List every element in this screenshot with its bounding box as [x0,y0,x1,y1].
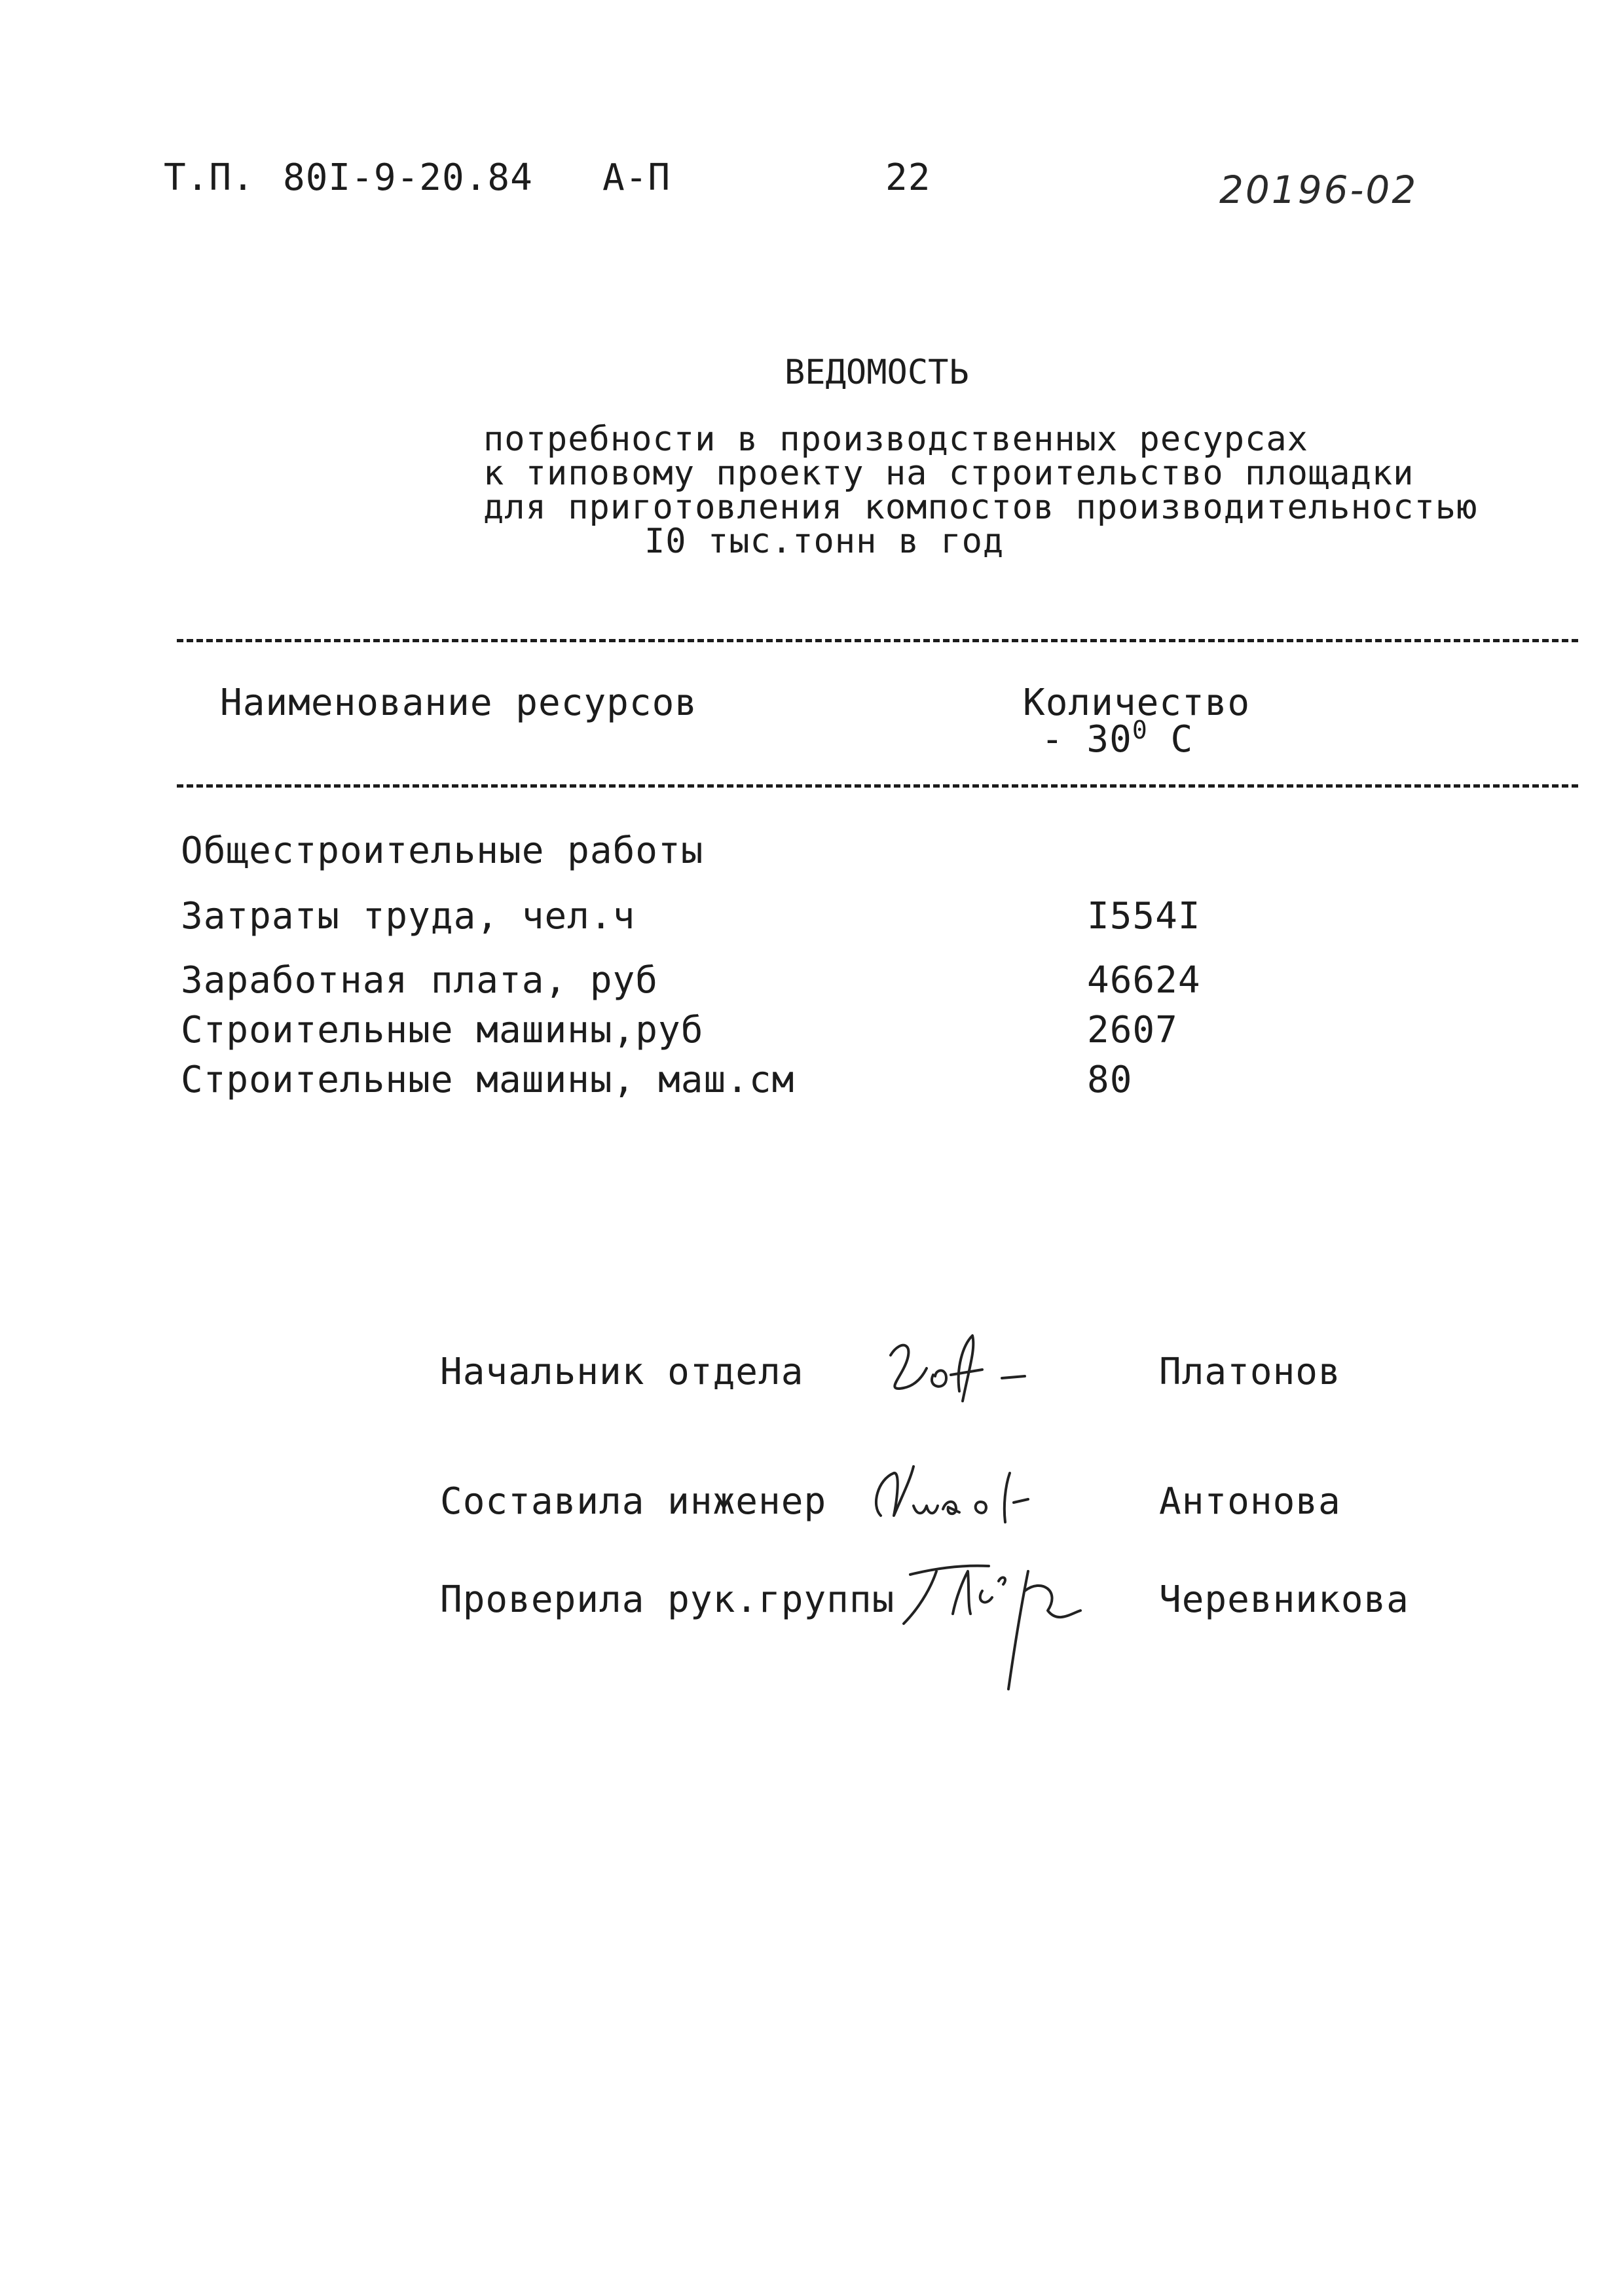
album-label: А-П [602,156,671,199]
row-value-wages: 46624 [1087,959,1201,1002]
page-number: 22 [885,156,931,199]
signature-name-head: Платонов [1159,1351,1341,1393]
subtitle-line-1: потребности в производственных ресурсах [483,420,1308,459]
signature-mark-group-lead [891,1552,1100,1696]
row-value-labor: I554I [1087,895,1201,938]
signature-mark-head [877,1329,1048,1408]
degree-mark: 0 [1132,716,1148,744]
row-name-machines-rub: Строительные машины,руб [181,1009,704,1051]
signature-role-group-lead: Проверила рук.группы [440,1578,895,1621]
section-title: Общестроительные работы [181,829,704,872]
archive-number: 20196-02 [1219,168,1418,212]
row-value-machines-rub: 2607 [1087,1009,1178,1051]
subtitle-line-3: для приготовления компостов производительностью [483,488,1478,527]
series-label: Т.П. [164,156,255,199]
project-code: 80I-9-20.84 [283,156,533,199]
signature-role-head: Начальник отдела [440,1351,804,1393]
signature-mark-engineer [864,1453,1061,1532]
row-name-labor: Затраты труда, чел.ч [181,895,636,938]
table-top-rule [177,639,1578,642]
subtitle-line-4: I0 тыс.тонн в год [644,522,1005,561]
signature-name-engineer: Антонова [1159,1480,1341,1523]
document-title: ВЕДОМОСТЬ [784,353,969,392]
table-header-rule [177,784,1578,788]
subtitle-line-2: к типовому проекту на строительство площадки [483,454,1414,493]
temperature-unit: С [1170,718,1194,761]
column-header-quantity: Количество [1023,682,1251,724]
row-name-wages: Заработная плата, руб [181,959,659,1002]
temperature-value: - 30 [1041,718,1132,761]
signature-name-group-lead: Черевникова [1159,1578,1409,1621]
row-name-machine-shifts: Строительные машины, маш.см [181,1059,795,1101]
row-value-machine-shifts: 80 [1087,1059,1133,1101]
column-header-temperature [1041,716,1194,761]
column-header-name: Наименование ресурсов [220,682,698,724]
signature-role-engineer: Составила инженер [440,1480,827,1523]
